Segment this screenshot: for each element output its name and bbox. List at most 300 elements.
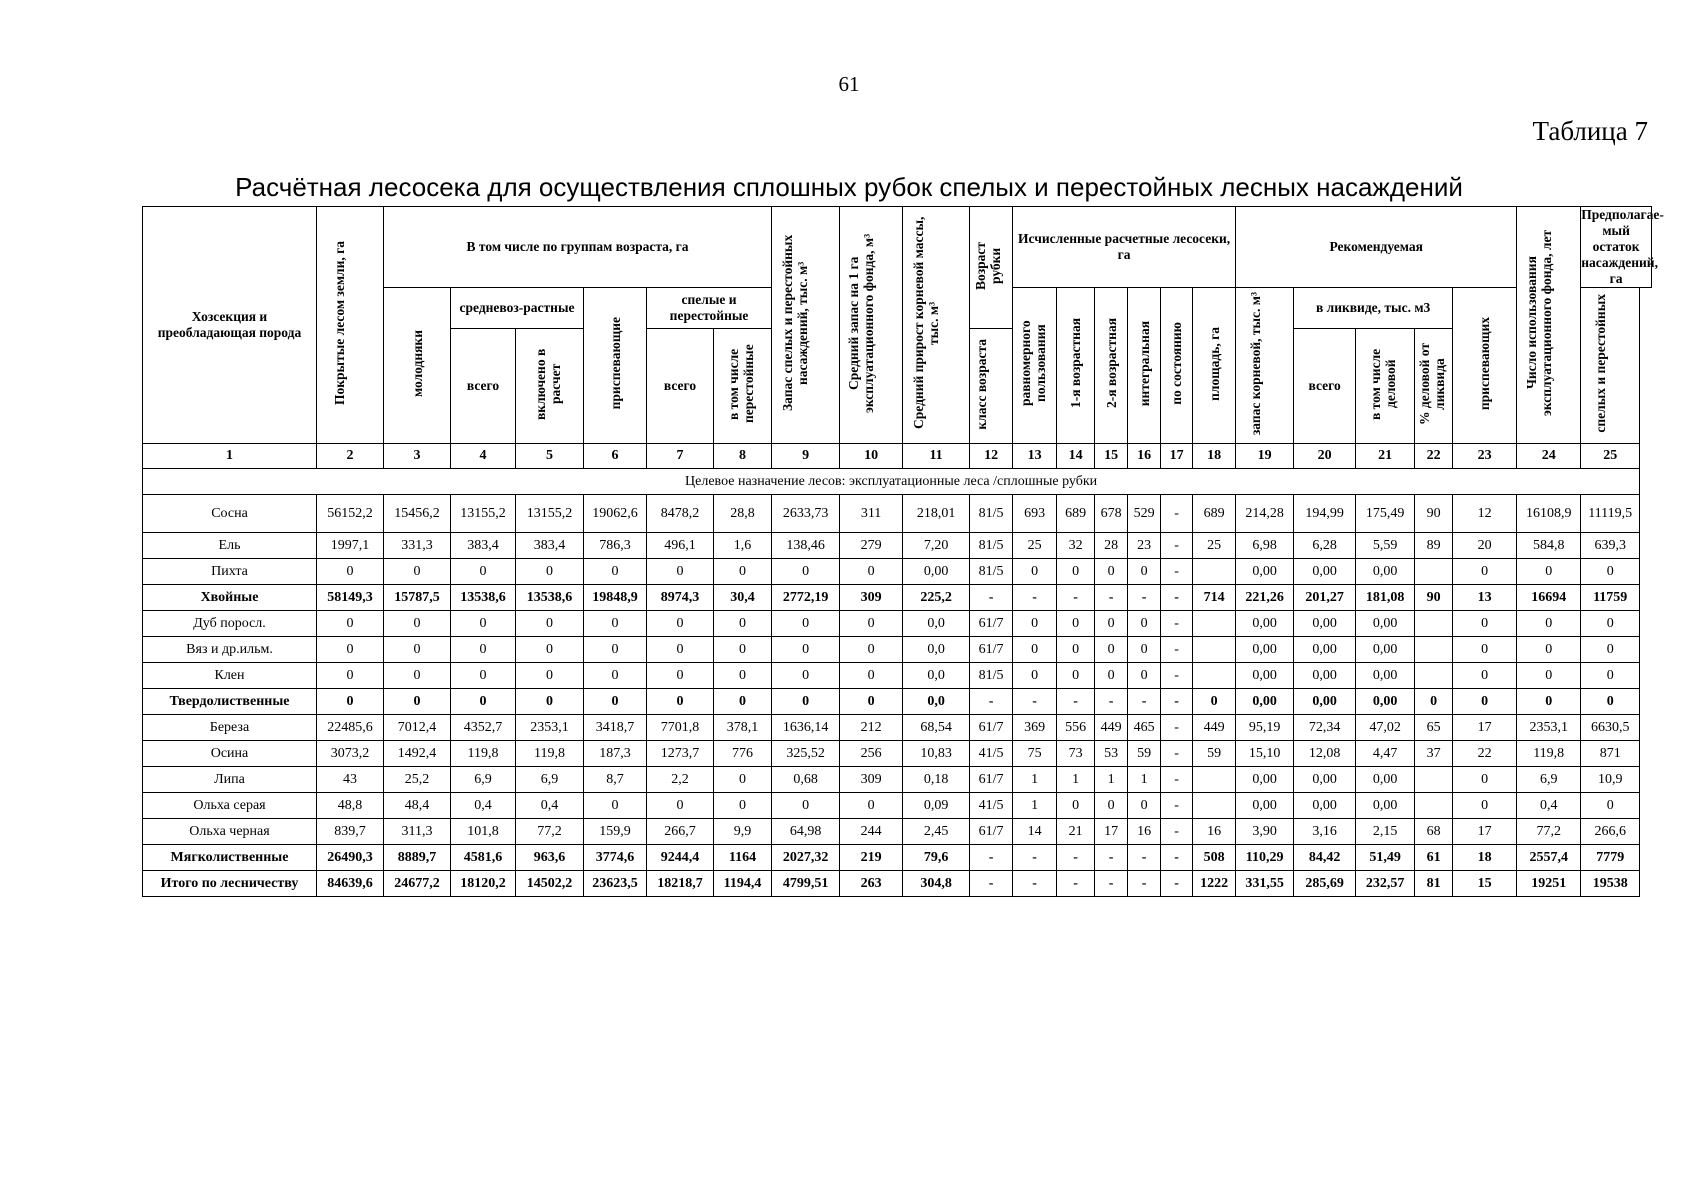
table-cell: 1492,4 — [384, 741, 451, 767]
table-cell: 0,00 — [1236, 663, 1294, 689]
table-cell: 0 — [1095, 559, 1128, 585]
table-cell: 2353,1 — [1517, 715, 1581, 741]
table-cell: 0 — [584, 559, 647, 585]
row-name: Дуб поросл. — [143, 611, 317, 637]
table-cell: 187,3 — [584, 741, 647, 767]
column-number: 7 — [647, 444, 714, 469]
table-cell: 4,47 — [1356, 741, 1415, 767]
table-cell: 119,8 — [516, 741, 584, 767]
table-cell: 1 — [1013, 767, 1057, 793]
table-cell: 61/7 — [970, 611, 1013, 637]
table-cell: 18218,7 — [647, 871, 714, 897]
table-cell: 17 — [1453, 819, 1517, 845]
table-cell: 0,4 — [516, 793, 584, 819]
header-col-13: равномерного пользования — [1013, 288, 1057, 444]
table-cell: 24677,2 — [384, 871, 451, 897]
header-col-8: в том числе перестойные — [714, 329, 772, 444]
column-number: 13 — [1013, 444, 1057, 469]
column-number: 23 — [1453, 444, 1517, 469]
table-cell: - — [1161, 495, 1193, 533]
table-cell: 0 — [1581, 663, 1640, 689]
column-number: 15 — [1095, 444, 1128, 469]
table-cell: - — [1161, 559, 1193, 585]
table-cell: 1997,1 — [317, 533, 384, 559]
table-cell: 4581,6 — [451, 845, 516, 871]
table-cell: 0 — [1128, 559, 1161, 585]
table-cell: 32 — [1057, 533, 1095, 559]
table-cell: - — [1161, 741, 1193, 767]
column-number: 18 — [1193, 444, 1236, 469]
table-cell: 0 — [1453, 793, 1517, 819]
table-cell: 0 — [317, 689, 384, 715]
table-cell: 214,28 — [1236, 495, 1294, 533]
table-cell: 10,9 — [1581, 767, 1640, 793]
table-cell: 30,4 — [714, 585, 772, 611]
table-cell — [1193, 767, 1236, 793]
table-cell: 2,45 — [903, 819, 970, 845]
header-col-10: Средний запас на 1 га эксплуатационного фонда, м³ — [840, 207, 903, 444]
table-cell: 0 — [317, 559, 384, 585]
table-cell — [1415, 637, 1453, 663]
table-cell: 0 — [1095, 663, 1128, 689]
table-cell: 232,57 — [1356, 871, 1415, 897]
header-remainder: Предполагае-мый остаток насаждений, га — [1581, 207, 1664, 286]
table-cell: 4799,51 — [772, 871, 840, 897]
table-cell: 0,00 — [1294, 689, 1356, 715]
header-col-14: 1-я возрастная — [1057, 288, 1095, 444]
table-cell: 10,83 — [903, 741, 970, 767]
table-cell: 678 — [1095, 495, 1128, 533]
table-cell: 0 — [840, 559, 903, 585]
table-cell: 0,09 — [903, 793, 970, 819]
table-cell: 0,00 — [1356, 637, 1415, 663]
table-cell: 194,99 — [1294, 495, 1356, 533]
table-cell: 285,69 — [1294, 871, 1356, 897]
table-cell: - — [1161, 689, 1193, 715]
table-cell: 0 — [1013, 559, 1057, 585]
table-cell: 0 — [384, 611, 451, 637]
table-cell: 2772,19 — [772, 585, 840, 611]
table-cell: - — [1161, 533, 1193, 559]
table-cell: 225,2 — [903, 585, 970, 611]
table-cell: 159,9 — [584, 819, 647, 845]
table-cell: 84639,6 — [317, 871, 384, 897]
table-cell: 0 — [714, 793, 772, 819]
table-cell: 266,7 — [647, 819, 714, 845]
table-cell: 0,00 — [1236, 689, 1294, 715]
table-cell: 0 — [840, 637, 903, 663]
table-cell: 23623,5 — [584, 871, 647, 897]
column-number: 12 — [970, 444, 1013, 469]
table-cell: 0,0 — [903, 689, 970, 715]
header-col-12: класс возраста — [970, 329, 1013, 444]
table-cell: 309 — [840, 767, 903, 793]
table-cell: 19251 — [1517, 871, 1581, 897]
table-cell: 77,2 — [1517, 819, 1581, 845]
row-name: Пихта — [143, 559, 317, 585]
table-cell: 0 — [714, 767, 772, 793]
table-cell: 84,42 — [1294, 845, 1356, 871]
table-cell: - — [1161, 845, 1193, 871]
row-name: Ольха серая — [143, 793, 317, 819]
table-cell: 219 — [840, 845, 903, 871]
table-cell: 218,01 — [903, 495, 970, 533]
table-cell: 0,00 — [1356, 559, 1415, 585]
table-cell: 0 — [772, 689, 840, 715]
table-cell: 0 — [1013, 663, 1057, 689]
table-cell: 61/7 — [970, 819, 1013, 845]
table-cell: 0 — [714, 663, 772, 689]
table-cell: 309 — [840, 585, 903, 611]
table-cell: 119,8 — [1517, 741, 1581, 767]
table-cell: 15 — [1453, 871, 1517, 897]
table-cell: 0 — [1095, 637, 1128, 663]
table-cell: 714 — [1193, 585, 1236, 611]
table-cell: 1222 — [1193, 871, 1236, 897]
table-cell: 331,55 — [1236, 871, 1294, 897]
table-cell: 0 — [516, 663, 584, 689]
table-cell: 0 — [516, 637, 584, 663]
table-cell: 6,9 — [516, 767, 584, 793]
table-cell: 0 — [1517, 611, 1581, 637]
table-cell: 8,7 — [584, 767, 647, 793]
table-cell: 16108,9 — [1517, 495, 1581, 533]
table-cell: 1636,14 — [772, 715, 840, 741]
table-cell: - — [970, 585, 1013, 611]
table-cell: 7779 — [1581, 845, 1640, 871]
table-cell: 304,8 — [903, 871, 970, 897]
table-cell: 0 — [772, 637, 840, 663]
table-cell: 21 — [1057, 819, 1095, 845]
table-cell: 584,8 — [1517, 533, 1581, 559]
table-cell: 64,98 — [772, 819, 840, 845]
table-cell: 81/5 — [970, 559, 1013, 585]
table-cell: 43 — [317, 767, 384, 793]
column-number: 8 — [714, 444, 772, 469]
table-cell: 0 — [1057, 793, 1095, 819]
table-cell: 0 — [840, 611, 903, 637]
column-number: 14 — [1057, 444, 1095, 469]
table-cell: 19848,9 — [584, 585, 647, 611]
table-cell: 0,00 — [1294, 637, 1356, 663]
table-cell: 378,1 — [714, 715, 772, 741]
column-number: 4 — [451, 444, 516, 469]
table-cell: 0 — [1453, 611, 1517, 637]
table-cell: 7012,4 — [384, 715, 451, 741]
table-cell: 6,98 — [1236, 533, 1294, 559]
table-cell — [1415, 611, 1453, 637]
table-cell: 19062,6 — [584, 495, 647, 533]
table-cell: 325,52 — [772, 741, 840, 767]
table-cell: 28,8 — [714, 495, 772, 533]
page-number: 61 — [838, 72, 860, 96]
table-cell: 6630,5 — [1581, 715, 1640, 741]
table-cell: 110,29 — [1236, 845, 1294, 871]
row-name: Сосна — [143, 495, 317, 533]
table-cell — [1415, 767, 1453, 793]
column-number: 9 — [772, 444, 840, 469]
table-title: Расчётная лесосека для осуществления сплошных рубок спелых и перестойных лесных насаждений — [235, 172, 1463, 202]
table-cell: 449 — [1193, 715, 1236, 741]
table-cell: 0 — [647, 663, 714, 689]
table-cell: 0 — [1581, 689, 1640, 715]
table-cell: 0,00 — [1356, 611, 1415, 637]
table-cell: - — [1161, 663, 1193, 689]
table-row — [143, 637, 1652, 663]
row-name: Вяз и др.ильм. — [143, 637, 317, 663]
table-cell: 20 — [1453, 533, 1517, 559]
table-cell: 201,27 — [1294, 585, 1356, 611]
row-name: Осина — [143, 741, 317, 767]
table-row — [143, 533, 1652, 559]
table-cell: 0 — [647, 793, 714, 819]
table-cell: 15787,5 — [384, 585, 451, 611]
table-cell: 1 — [1013, 793, 1057, 819]
table-cell: 0 — [451, 663, 516, 689]
table-cell: 0 — [647, 637, 714, 663]
table-cell: 0 — [840, 689, 903, 715]
table-cell: 449 — [1095, 715, 1128, 741]
cutting-area-table — [142, 206, 1664, 897]
column-number: 20 — [1294, 444, 1356, 469]
table-cell: 8889,7 — [384, 845, 451, 871]
table-cell: 25 — [1013, 533, 1057, 559]
table-cell: 963,6 — [516, 845, 584, 871]
table-cell: 11119,5 — [1581, 495, 1640, 533]
table-cell: 3774,6 — [584, 845, 647, 871]
column-number: 10 — [840, 444, 903, 469]
table-cell: - — [1057, 585, 1095, 611]
row-name: Итого по лесничеству — [143, 871, 317, 897]
table-cell: 1 — [1128, 767, 1161, 793]
table-cell: 13155,2 — [516, 495, 584, 533]
table-cell: - — [1128, 585, 1161, 611]
table-cell: 90 — [1415, 585, 1453, 611]
table-cell: 0 — [772, 793, 840, 819]
column-number: 16 — [1128, 444, 1161, 469]
column-number: 2 — [317, 444, 384, 469]
header-recommended: Рекомендуемая — [1236, 207, 1517, 288]
table-cell: - — [1161, 871, 1193, 897]
table-row — [143, 819, 1652, 845]
table-cell: 2353,1 — [516, 715, 584, 741]
table-cell: 244 — [840, 819, 903, 845]
table-cell: 101,8 — [451, 819, 516, 845]
table-cell: 25,2 — [384, 767, 451, 793]
table-cell: - — [970, 871, 1013, 897]
column-number: 19 — [1236, 444, 1294, 469]
table-cell: 1 — [1057, 767, 1095, 793]
column-numbers-row — [143, 444, 1652, 469]
table-cell: - — [1128, 689, 1161, 715]
table-cell: 16 — [1193, 819, 1236, 845]
table-cell: 65 — [1415, 715, 1453, 741]
table-cell: 181,08 — [1356, 585, 1415, 611]
table-cell: 9244,4 — [647, 845, 714, 871]
table-cell: 0 — [1453, 767, 1517, 793]
table-row — [143, 793, 1652, 819]
column-number: 3 — [384, 444, 451, 469]
table-cell: 1273,7 — [647, 741, 714, 767]
table-cell: 0,00 — [1236, 793, 1294, 819]
table-cell: 0 — [772, 559, 840, 585]
table-cell: 0 — [317, 611, 384, 637]
table-cell: - — [1161, 819, 1193, 845]
table-cell: 13538,6 — [451, 585, 516, 611]
table-cell: 0 — [1517, 637, 1581, 663]
table-cell: 0 — [647, 611, 714, 637]
table-cell: 0 — [1517, 689, 1581, 715]
table-cell: 8478,2 — [647, 495, 714, 533]
row-name: Береза — [143, 715, 317, 741]
table-cell: 266,6 — [1581, 819, 1640, 845]
table-cell: 4352,7 — [451, 715, 516, 741]
header-cutting-age: Возраст рубки — [970, 207, 1013, 329]
column-number: 5 — [516, 444, 584, 469]
column-number: 25 — [1581, 444, 1640, 469]
header-calculated: Исчисленные расчетные лесосеки, га — [1013, 207, 1236, 288]
table-cell: 311,3 — [384, 819, 451, 845]
table-cell: 58149,3 — [317, 585, 384, 611]
table-cell: 0 — [1128, 637, 1161, 663]
table-cell: 871 — [1581, 741, 1640, 767]
header-col-7: всего — [647, 329, 714, 444]
table-cell: 496,1 — [647, 533, 714, 559]
table-label: Таблица 7 — [1532, 116, 1648, 146]
table-cell: 2557,4 — [1517, 845, 1581, 871]
table-cell: 0 — [584, 793, 647, 819]
table-cell: 465 — [1128, 715, 1161, 741]
row-name: Ольха черная — [143, 819, 317, 845]
table-cell: 221,26 — [1236, 585, 1294, 611]
table-cell: - — [1161, 585, 1193, 611]
table-cell: 51,49 — [1356, 845, 1415, 871]
table-cell: 0 — [1581, 559, 1640, 585]
header-col-21: в том числе деловой — [1356, 329, 1415, 444]
table-row — [143, 585, 1652, 611]
table-cell: - — [1057, 845, 1095, 871]
table-row — [143, 845, 1652, 871]
table-cell: 119,8 — [451, 741, 516, 767]
table-cell: 13538,6 — [516, 585, 584, 611]
table-cell: 5,59 — [1356, 533, 1415, 559]
table-cell: 0 — [1057, 637, 1095, 663]
header-col-18: площадь, га — [1193, 288, 1236, 444]
table-cell: 311 — [840, 495, 903, 533]
table-cell: 0 — [1517, 559, 1581, 585]
header-col-17: по состоянию — [1161, 288, 1193, 444]
table-cell: 81 — [1415, 871, 1453, 897]
table-cell: 18 — [1453, 845, 1517, 871]
table-cell: 383,4 — [516, 533, 584, 559]
table-cell: 3,90 — [1236, 819, 1294, 845]
table-cell — [1193, 663, 1236, 689]
table-cell: - — [1095, 585, 1128, 611]
table-cell: 2,2 — [647, 767, 714, 793]
table-cell: 16694 — [1517, 585, 1581, 611]
table-cell: 639,3 — [1581, 533, 1640, 559]
table-cell: 0 — [317, 663, 384, 689]
table-cell: 0 — [1057, 559, 1095, 585]
table-row — [143, 495, 1652, 533]
table-cell: 0,00 — [1294, 559, 1356, 585]
table-cell: 18120,2 — [451, 871, 516, 897]
table-row — [143, 559, 1652, 585]
table-cell: - — [1057, 871, 1095, 897]
table-cell: - — [1057, 689, 1095, 715]
header-col-3: молодняки — [384, 288, 451, 444]
header-col-19: запас корневой, тыс. м³ — [1236, 288, 1294, 444]
table-cell: 508 — [1193, 845, 1236, 871]
table-cell: 23 — [1128, 533, 1161, 559]
column-number: 1 — [143, 444, 317, 469]
header-mature: спелые и перестойные — [647, 288, 772, 329]
table-cell: 95,19 — [1236, 715, 1294, 741]
table-cell: 0 — [840, 793, 903, 819]
header-col-20: всего — [1294, 329, 1356, 444]
table-cell: 37 — [1415, 741, 1453, 767]
table-cell: 0 — [714, 611, 772, 637]
header-col-4: всего — [451, 329, 516, 444]
row-name: Твердолиственные — [143, 689, 317, 715]
table-cell: 263 — [840, 871, 903, 897]
column-number: 24 — [1517, 444, 1581, 469]
header-col-22: % деловой от ликвида — [1415, 329, 1453, 444]
table-cell: 53 — [1095, 741, 1128, 767]
table-cell: 12 — [1453, 495, 1517, 533]
table-cell: 786,3 — [584, 533, 647, 559]
table-cell: 279 — [840, 533, 903, 559]
table-cell: 0 — [584, 663, 647, 689]
table-cell: 68,54 — [903, 715, 970, 741]
table-cell: 15,10 — [1236, 741, 1294, 767]
table-cell: 3073,2 — [317, 741, 384, 767]
table-cell: 72,34 — [1294, 715, 1356, 741]
table-cell: 1164 — [714, 845, 772, 871]
table-cell: 6,9 — [451, 767, 516, 793]
table-cell: - — [1013, 871, 1057, 897]
table-cell: 0 — [1128, 611, 1161, 637]
table-cell: 6,28 — [1294, 533, 1356, 559]
table-cell: 12,08 — [1294, 741, 1356, 767]
table-cell: 61/7 — [970, 767, 1013, 793]
column-number: 22 — [1415, 444, 1453, 469]
table-cell: 0 — [384, 663, 451, 689]
table-cell: 13 — [1453, 585, 1517, 611]
table-cell: - — [1128, 871, 1161, 897]
table-cell: 0,00 — [1294, 663, 1356, 689]
header-col-23: Число использования эксплуатационного фонда, лет — [1517, 207, 1581, 444]
table-cell: 0,00 — [1356, 663, 1415, 689]
table-cell: 0 — [584, 611, 647, 637]
table-cell: 1 — [1095, 767, 1128, 793]
table-cell: 90 — [1415, 495, 1453, 533]
table-cell: 0,00 — [1356, 767, 1415, 793]
table-cell: - — [970, 689, 1013, 715]
table-cell: 11759 — [1581, 585, 1640, 611]
table-cell: 0 — [1128, 663, 1161, 689]
table-cell: 0,4 — [1517, 793, 1581, 819]
header-col-15: 2-я возрастная — [1095, 288, 1128, 444]
table-cell: 14 — [1013, 819, 1057, 845]
header-col-11: Средний прирост корневой массы, тыс. м³ — [903, 207, 970, 444]
table-cell: 0,00 — [1356, 689, 1415, 715]
table-cell: 25 — [1193, 533, 1236, 559]
table-cell: 17 — [1095, 819, 1128, 845]
table-cell: 0 — [714, 637, 772, 663]
table-cell — [1415, 793, 1453, 819]
table-cell: 61 — [1415, 845, 1453, 871]
